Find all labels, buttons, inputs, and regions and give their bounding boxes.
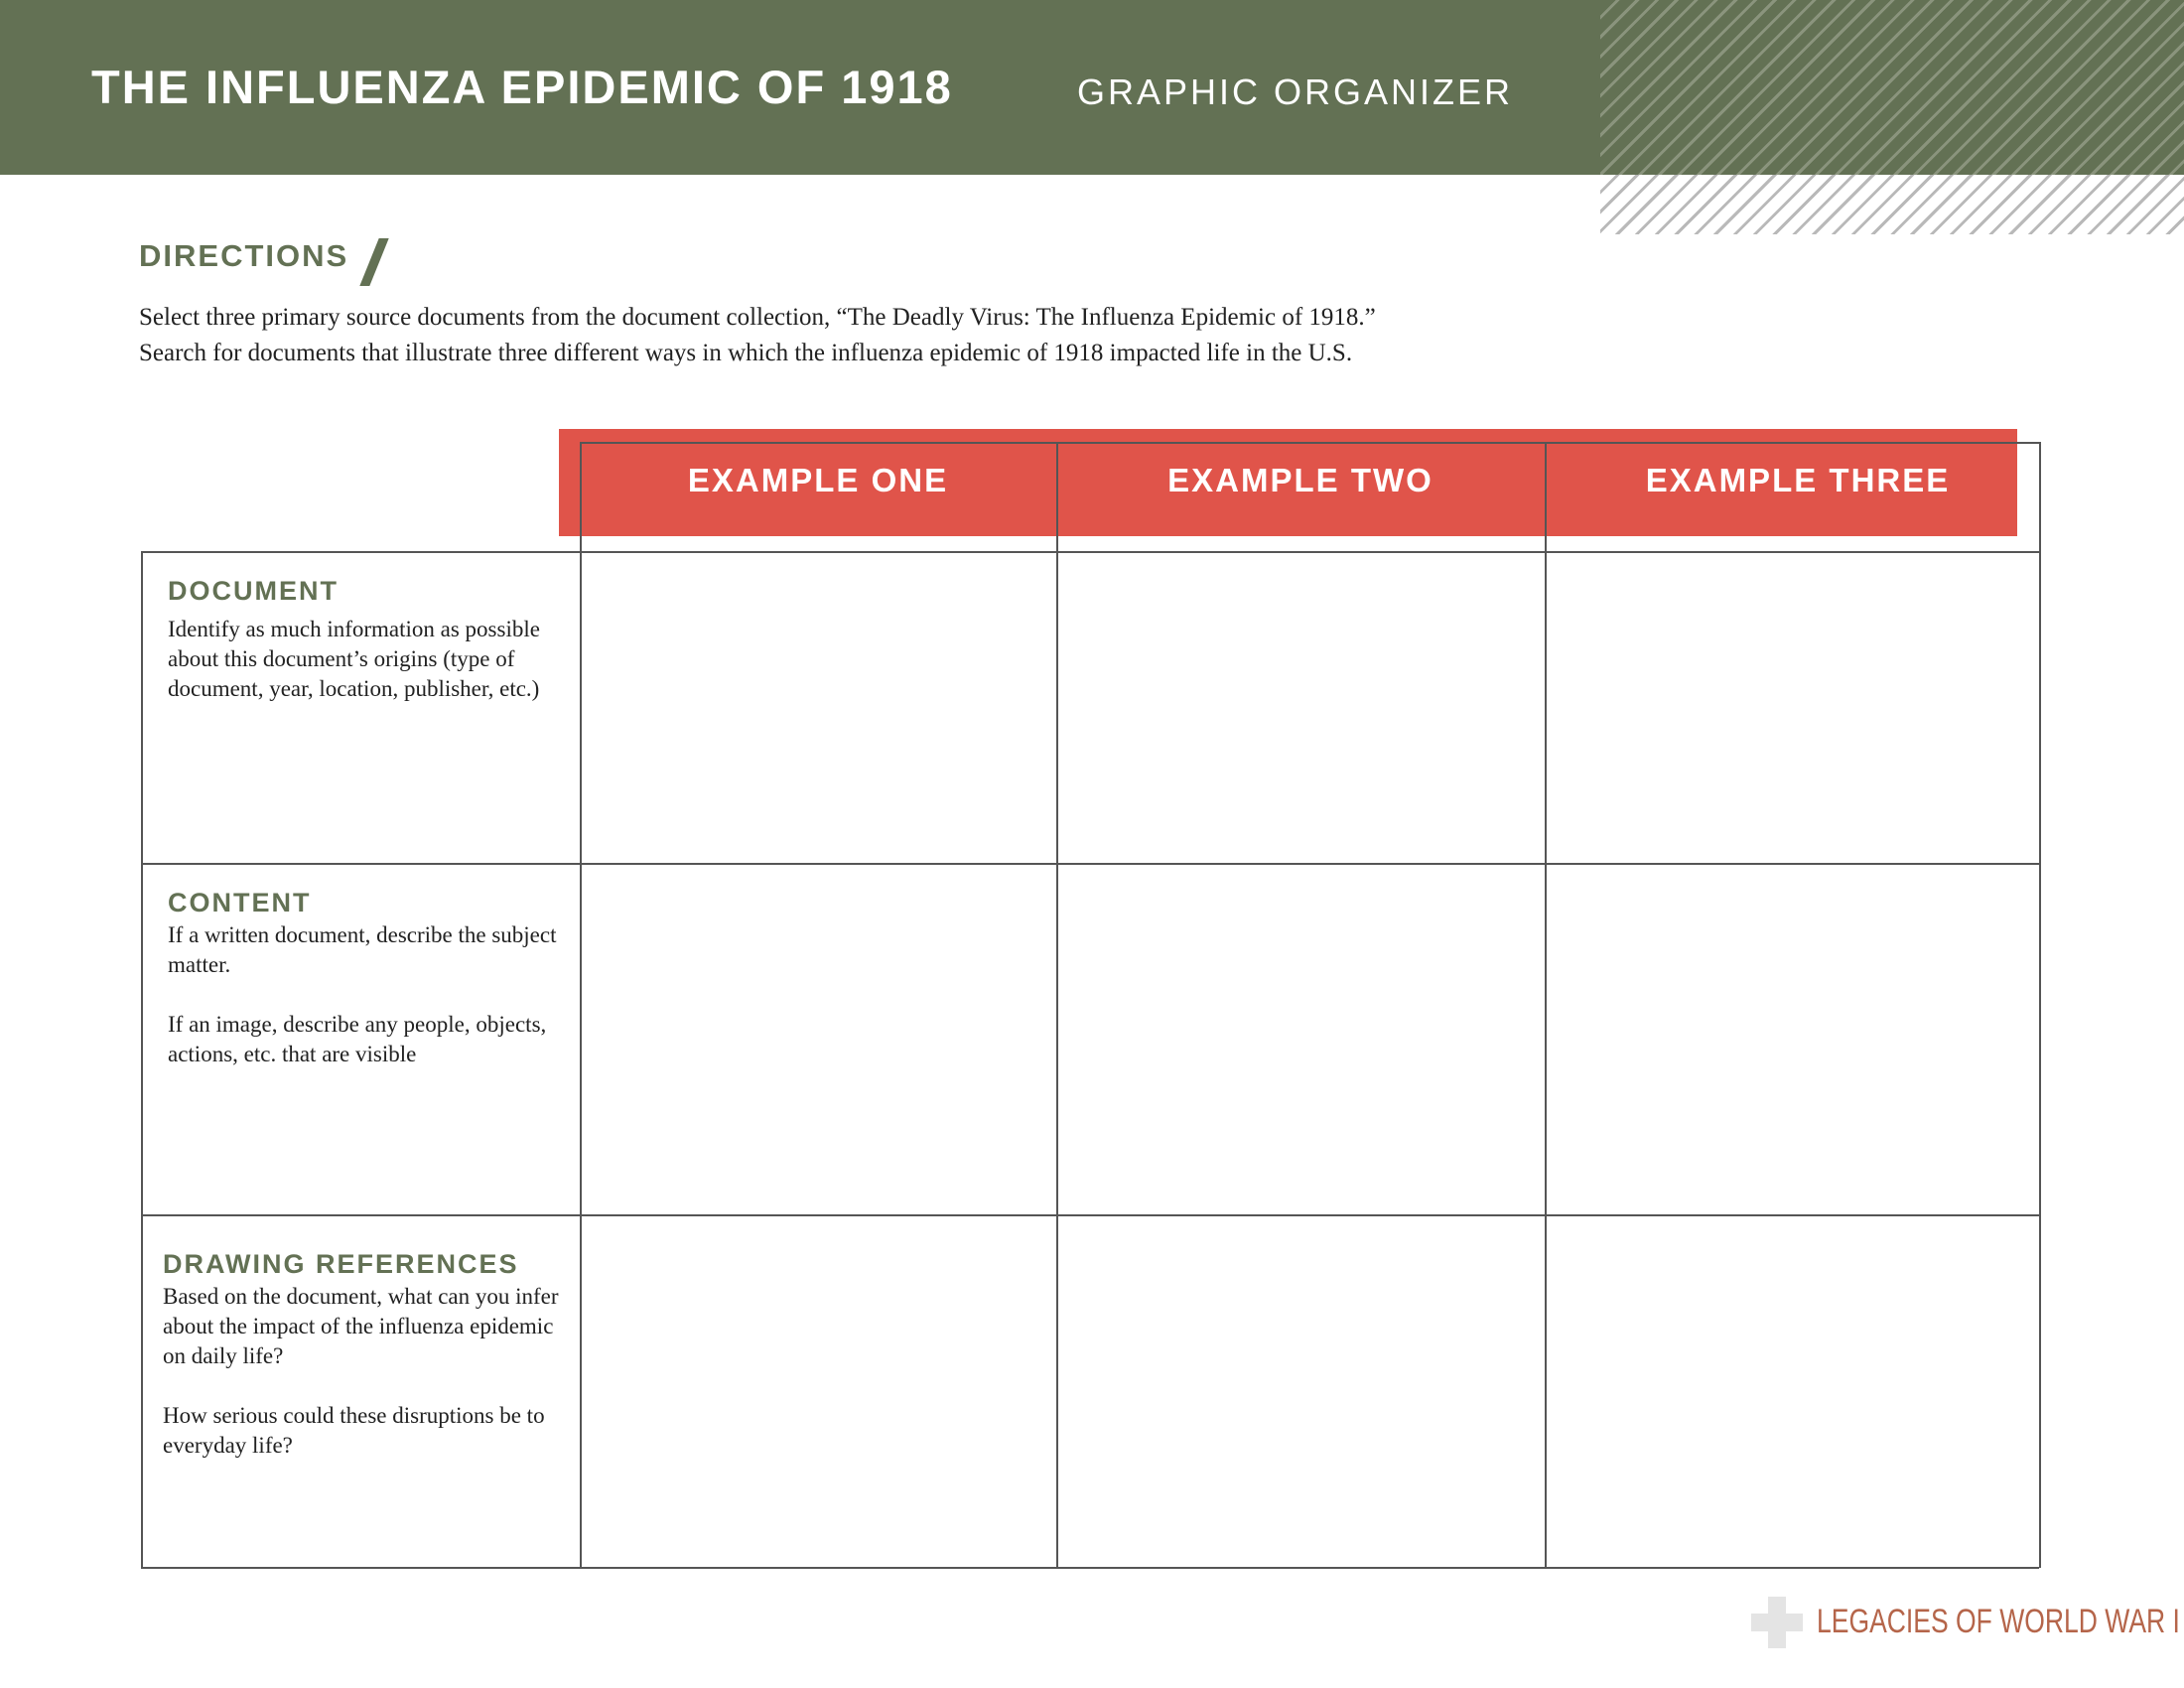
answer-cell-content-two[interactable] (1058, 865, 1544, 1213)
directions-line-2: Search for documents that illustrate three different ways in which the influenza epidemic of 1918 impacted life in the U.S. (139, 340, 1353, 366)
answer-cell-references-three[interactable] (1547, 1216, 2038, 1566)
directions-text (139, 300, 1727, 371)
row-desc-text: How serious could these disruptions be to everyday life? (163, 1403, 545, 1458)
row-desc-text: If an image, describe any people, objects, actions, etc. that are visible (168, 1012, 547, 1066)
answer-cell-content-three[interactable] (1547, 865, 2038, 1213)
answer-cell-references-one[interactable] (582, 1216, 1055, 1566)
row-label-drawing-references (163, 1249, 560, 1461)
slash-decoration (359, 238, 388, 286)
column-header-example-one: EXAMPLE ONE (687, 462, 949, 498)
column-header-example-two: EXAMPLE TWO (1167, 462, 1433, 498)
page-title: THE INFLUENZA EPIDEMIC OF 1918 (91, 61, 953, 113)
header-banner (0, 0, 2184, 175)
row-description (168, 920, 565, 1069)
hatch-decoration (1600, 0, 2184, 175)
row-title: DRAWING REFERENCES (163, 1249, 519, 1279)
row-label-document (168, 576, 565, 704)
grid-line (2039, 442, 2041, 1568)
page-subtitle: GRAPHIC ORGANIZER (1077, 71, 1514, 112)
row-label-content (168, 888, 565, 1069)
row-desc-text: If a written document, describe the subject matter. (168, 922, 557, 977)
column-header-example-three: EXAMPLE THREE (1645, 462, 1951, 498)
grid-line (141, 551, 143, 1568)
answer-cell-references-two[interactable] (1058, 1216, 1544, 1566)
answer-cell-document-one[interactable] (582, 553, 1055, 862)
row-description (168, 615, 565, 704)
row-title: DOCUMENT (168, 576, 339, 606)
row-desc-text: Based on the document, what can you infer about the impact of the influenza epidemic on daily life? (163, 1284, 559, 1368)
footer-brand: LEGACIES OF WORLD WAR I (1817, 1603, 2180, 1640)
directions-line-1: Select three primary source documents from the document collection, “The Deadly Virus: The Influenza Epidemic of 1918.” (139, 304, 1376, 331)
grid-line (141, 1567, 2039, 1569)
answer-cell-document-three[interactable] (1547, 553, 2038, 862)
answer-cell-document-two[interactable] (1058, 553, 1544, 862)
directions-heading: DIRECTIONS (139, 238, 349, 273)
row-title: CONTENT (168, 888, 312, 917)
cross-icon (1751, 1597, 1803, 1648)
answer-cell-content-one[interactable] (582, 865, 1055, 1213)
hatch-decoration-lower (1600, 175, 2184, 234)
row-description (163, 1282, 560, 1461)
grid-line (580, 442, 2039, 444)
row-desc-text: Identify as much information as possible about this document’s origins (type of document, year, location, publisher, etc.) (168, 617, 540, 701)
